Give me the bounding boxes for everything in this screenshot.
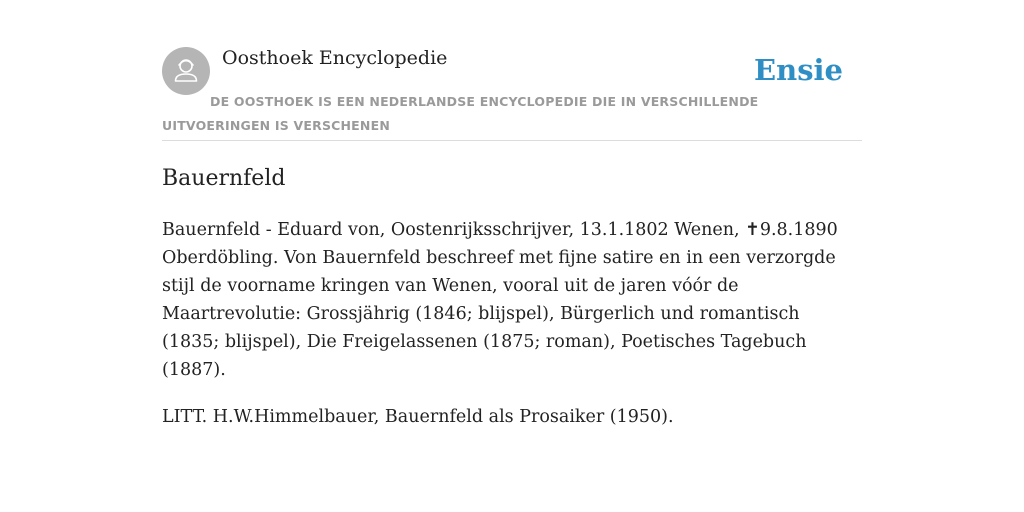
article-body: Bauernfeld - Eduard von, Oostenrijksschrijver, 13.1.1802 Wenen, ✝9.8.1890 Oberdöbling. Von Bauernfeld beschreef met fijne satire en in een verzorgde stijl de voorname kringen van Wenen, vooral uit de jaren vóór de Maartrevolutie: Grossjährig (1846; blijspel), Bürgerlich und romantisch (1835; blijspel), Die Freigelassenen (1875; roman), Poetisches Tagebuch (1887).	[162, 220, 838, 380]
article-literature: LITT. H.W.Himmelbauer, Bauernfeld als Prosaiker (1950).	[162, 407, 674, 427]
header	[162, 46, 862, 141]
article	[162, 164, 862, 431]
avatar[interactable]	[162, 47, 210, 95]
article-title: Bauernfeld	[162, 166, 286, 191]
user-icon	[162, 47, 210, 95]
site-tagline: DE OOSTHOEK IS EEN NEDERLANDSE ENCYCLOPEDIE DIE IN VERSCHILLENDE UITVOERINGEN IS VERSCHENEN	[162, 94, 759, 133]
site-title[interactable]: Oosthoek Encyclopedie	[222, 47, 448, 69]
brand-logo[interactable]: Ensie	[754, 53, 843, 87]
